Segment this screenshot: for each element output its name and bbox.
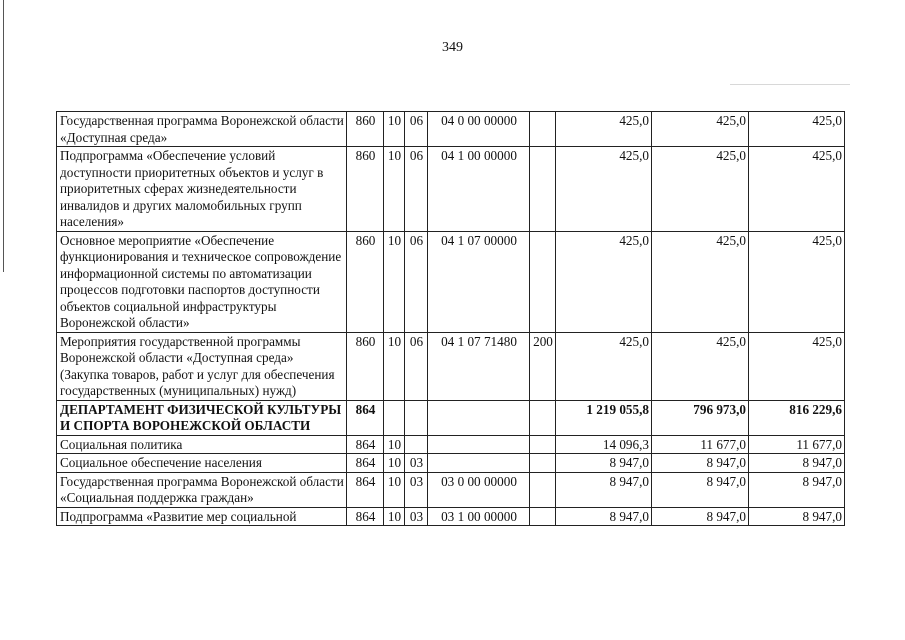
department-code: 860 xyxy=(347,332,384,400)
target-article-code xyxy=(428,400,530,435)
table-row xyxy=(57,231,845,332)
expense-type-code xyxy=(530,435,556,454)
table-row xyxy=(57,332,845,400)
left-margin-line xyxy=(3,0,4,272)
amount-year-1: 8 947,0 xyxy=(556,472,652,507)
amount-year-3: 425,0 xyxy=(749,147,845,232)
amount-year-1: 425,0 xyxy=(556,231,652,332)
table-row xyxy=(57,507,845,526)
row-name: Социальная политика xyxy=(57,435,347,454)
expense-type-code xyxy=(530,400,556,435)
section-code: 10 xyxy=(384,231,405,332)
target-article-code xyxy=(428,435,530,454)
expense-type-code xyxy=(530,147,556,232)
section-code: 10 xyxy=(384,435,405,454)
amount-year-1: 425,0 xyxy=(556,332,652,400)
target-article-code: 04 1 07 00000 xyxy=(428,231,530,332)
target-article-code xyxy=(428,454,530,473)
department-code: 860 xyxy=(347,112,384,147)
section-code: 10 xyxy=(384,147,405,232)
row-name: Государственная программа Воронежской области «Социальная поддержка граждан» xyxy=(57,472,347,507)
amount-year-3: 11 677,0 xyxy=(749,435,845,454)
expense-type-code xyxy=(530,472,556,507)
expense-type-code xyxy=(530,231,556,332)
section-code: 10 xyxy=(384,112,405,147)
department-code: 864 xyxy=(347,435,384,454)
expense-type-code xyxy=(530,112,556,147)
target-article-code: 04 1 00 00000 xyxy=(428,147,530,232)
table-row xyxy=(57,472,845,507)
amount-year-3: 8 947,0 xyxy=(749,472,845,507)
row-name: Социальное обеспечение населения xyxy=(57,454,347,473)
table-row xyxy=(57,400,845,435)
subsection-code: 06 xyxy=(405,147,428,232)
row-name: Мероприятия государственной программы Воронежской области «Доступная среда» (Закупка товаров, работ и услуг для обеспечения государственных (муниципальных) нужд) xyxy=(57,332,347,400)
department-code: 860 xyxy=(347,231,384,332)
amount-year-1: 8 947,0 xyxy=(556,507,652,526)
amount-year-3: 8 947,0 xyxy=(749,507,845,526)
department-code: 860 xyxy=(347,147,384,232)
expense-type-code xyxy=(530,454,556,473)
amount-year-2: 8 947,0 xyxy=(652,472,749,507)
row-name: Основное мероприятие «Обеспечение функционирования и техническое сопровождение информационной системы по автоматизации процессов подготовки паспортов доступности объектов социальной инфраструктуры Воронежской области» xyxy=(57,231,347,332)
row-name: Государственная программа Воронежской области «Доступная среда» xyxy=(57,112,347,147)
amount-year-2: 425,0 xyxy=(652,147,749,232)
amount-year-2: 425,0 xyxy=(652,112,749,147)
subsection-code: 03 xyxy=(405,454,428,473)
table-row xyxy=(57,112,845,147)
amount-year-3: 8 947,0 xyxy=(749,454,845,473)
amount-year-1: 1 219 055,8 xyxy=(556,400,652,435)
amount-year-2: 425,0 xyxy=(652,231,749,332)
table-row xyxy=(57,147,845,232)
amount-year-2: 11 677,0 xyxy=(652,435,749,454)
amount-year-2: 8 947,0 xyxy=(652,507,749,526)
amount-year-1: 425,0 xyxy=(556,147,652,232)
subsection-code xyxy=(405,400,428,435)
target-article-code: 03 1 00 00000 xyxy=(428,507,530,526)
expense-type-code: 200 xyxy=(530,332,556,400)
target-article-code: 04 1 07 71480 xyxy=(428,332,530,400)
amount-year-3: 816 229,6 xyxy=(749,400,845,435)
subsection-code: 06 xyxy=(405,332,428,400)
table-row xyxy=(57,435,845,454)
department-code: 864 xyxy=(347,400,384,435)
subsection-code: 06 xyxy=(405,112,428,147)
subsection-code xyxy=(405,435,428,454)
amount-year-3: 425,0 xyxy=(749,112,845,147)
page-number: 349 xyxy=(442,40,463,55)
subsection-code: 03 xyxy=(405,472,428,507)
amount-year-1: 8 947,0 xyxy=(556,454,652,473)
department-code: 864 xyxy=(347,507,384,526)
department-code: 864 xyxy=(347,454,384,473)
target-article-code: 04 0 00 00000 xyxy=(428,112,530,147)
row-name: Подпрограмма «Развитие мер социальной xyxy=(57,507,347,526)
amount-year-2: 8 947,0 xyxy=(652,454,749,473)
amount-year-1: 14 096,3 xyxy=(556,435,652,454)
target-article-code: 03 0 00 00000 xyxy=(428,472,530,507)
table-row xyxy=(57,454,845,473)
section-code xyxy=(384,400,405,435)
subsection-code: 06 xyxy=(405,231,428,332)
section-code: 10 xyxy=(384,332,405,400)
amount-year-2: 796 973,0 xyxy=(652,400,749,435)
expense-type-code xyxy=(530,507,556,526)
row-name: Подпрограмма «Обеспечение условий доступности приоритетных объектов и услуг в приоритетных сферах жизнедеятельности инвалидов и других маломобильных групп населения» xyxy=(57,147,347,232)
row-name: ДЕПАРТАМЕНТ ФИЗИЧЕСКОЙ КУЛЬТУРЫ И СПОРТА ВОРОНЕЖСКОЙ ОБЛАСТИ xyxy=(57,400,347,435)
section-code: 10 xyxy=(384,454,405,473)
budget-table xyxy=(56,111,845,526)
section-code: 10 xyxy=(384,507,405,526)
amount-year-3: 425,0 xyxy=(749,231,845,332)
amount-year-1: 425,0 xyxy=(556,112,652,147)
faint-rule xyxy=(730,84,850,85)
section-code: 10 xyxy=(384,472,405,507)
amount-year-3: 425,0 xyxy=(749,332,845,400)
subsection-code: 03 xyxy=(405,507,428,526)
department-code: 864 xyxy=(347,472,384,507)
amount-year-2: 425,0 xyxy=(652,332,749,400)
